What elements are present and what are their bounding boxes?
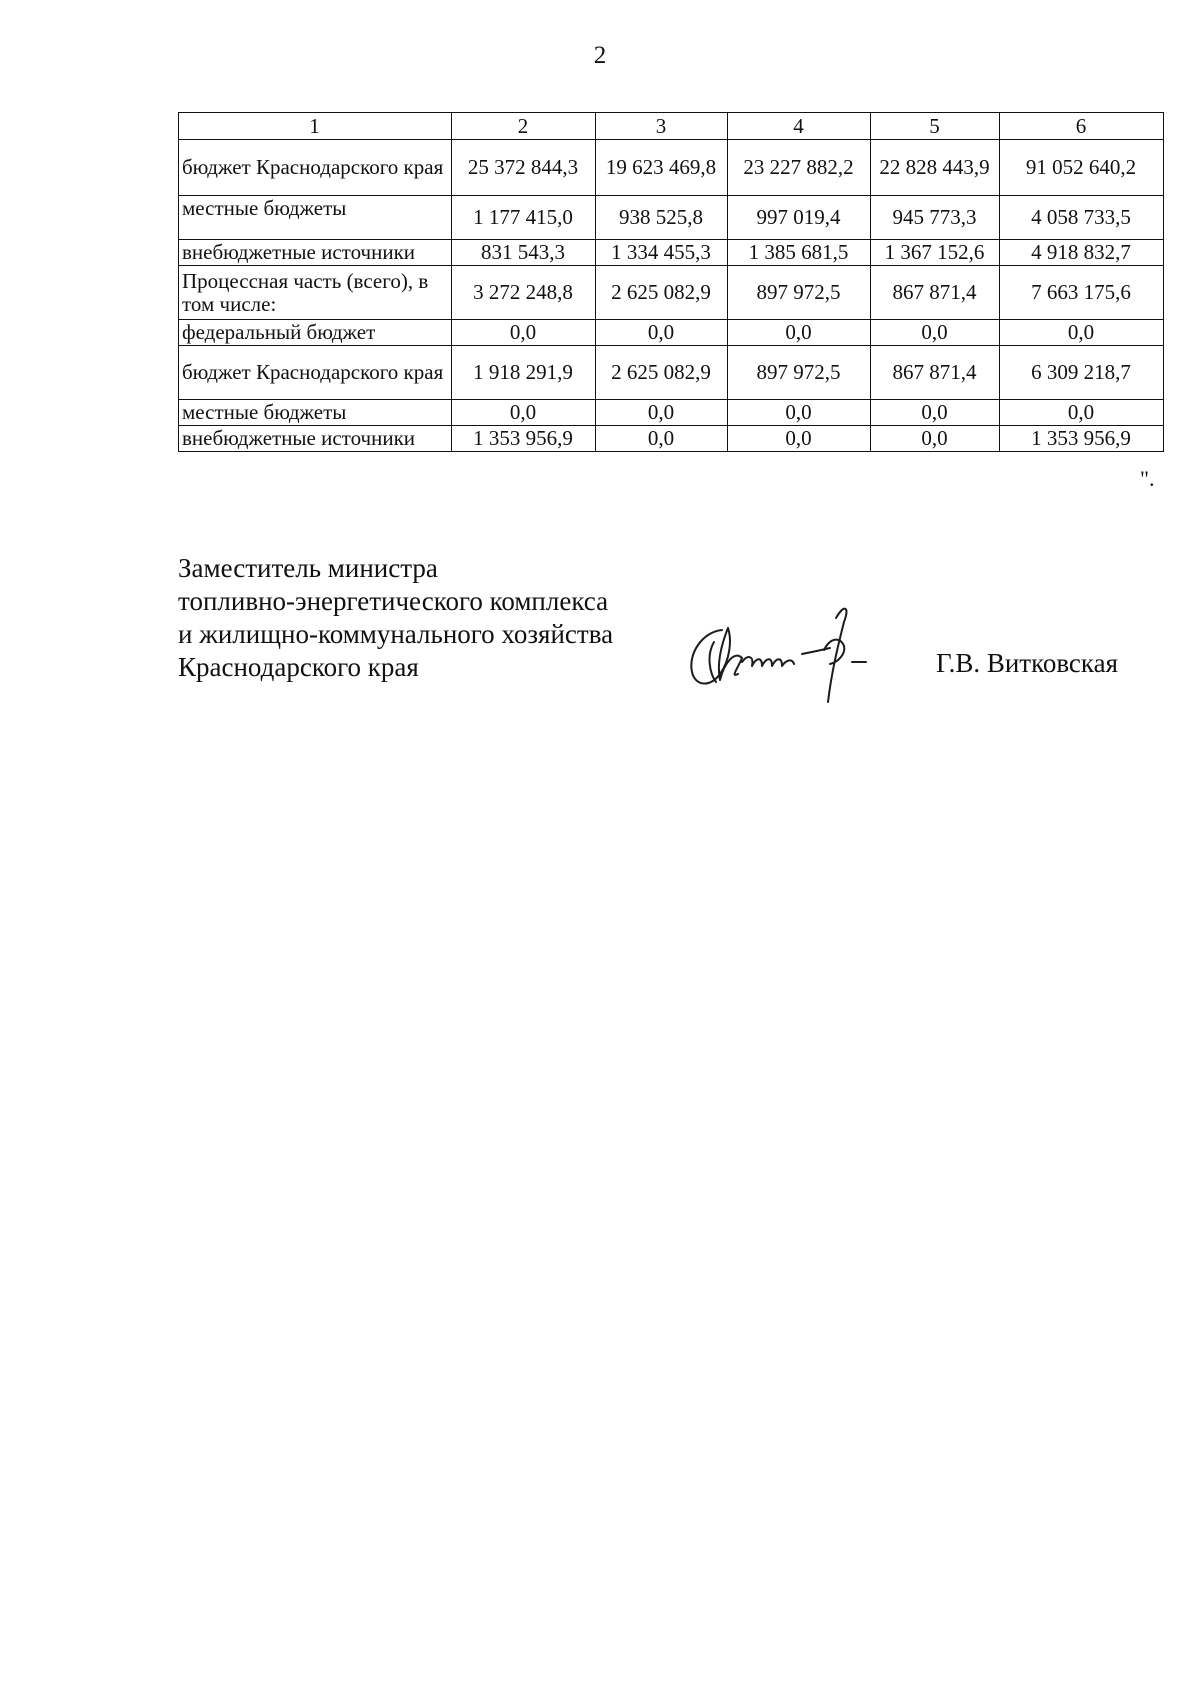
table-cell: 22 828 443,9 [871,140,1000,196]
table-cell: 19 623 469,8 [596,140,728,196]
table-cell: 4 058 733,5 [1000,196,1164,240]
signatory-name: Г.В. Витковская [936,648,1119,678]
column-header: 1 [179,113,452,140]
table-cell: 25 372 844,3 [452,140,596,196]
table-cell: 2 625 082,9 [596,266,728,320]
table-row [179,240,1164,266]
table-header-row [179,113,1164,140]
table-cell: 1 385 681,5 [728,240,871,266]
table-cell: 1 918 291,9 [452,346,596,400]
closing-quote: ". [1140,466,1155,491]
table-cell: 0,0 [596,400,728,426]
table-cell: 23 227 882,2 [728,140,871,196]
table-cell: 4 918 832,7 [1000,240,1164,266]
page-number: 2 [593,42,607,69]
signatory-title-line: и жилищно-коммунального хозяйства [178,619,614,649]
handwritten-signature [680,598,890,708]
table-cell: 0,0 [452,400,596,426]
table-cell: 0,0 [871,320,1000,346]
table-cell: 1 353 956,9 [452,426,596,452]
column-header: 2 [452,113,596,140]
table-cell: 1 334 455,3 [596,240,728,266]
table-cell: 0,0 [728,320,871,346]
row-label: Процессная часть (всего), в том числе: [179,266,452,320]
column-header: 4 [728,113,871,140]
signatory-title-line: Краснодарского края [178,652,419,682]
signatory-title-line: топливно-энергетического комплекса [178,586,609,616]
signatory-title-line: Заместитель министра [178,553,438,583]
table-cell: 1 353 956,9 [1000,426,1164,452]
table-cell: 945 773,3 [871,196,1000,240]
table-row [179,400,1164,426]
table-cell: 0,0 [1000,320,1164,346]
table-cell: 0,0 [596,426,728,452]
table-cell: 91 052 640,2 [1000,140,1164,196]
table-row [179,266,1164,320]
row-label: внебюджетные источники [179,240,452,266]
table-row [179,346,1164,400]
table-cell: 1 367 152,6 [871,240,1000,266]
column-header: 6 [1000,113,1164,140]
row-label: федеральный бюджет [179,320,452,346]
row-label: бюджет Краснодарского края [179,346,452,400]
signatory-title [178,552,613,684]
table-cell: 997 019,4 [728,196,871,240]
table-row [179,140,1164,196]
table-cell: 867 871,4 [871,346,1000,400]
table-cell: 6 309 218,7 [1000,346,1164,400]
row-label: бюджет Краснодарского края [179,140,452,196]
column-header: 5 [871,113,1000,140]
table-cell: 0,0 [871,426,1000,452]
table-cell: 897 972,5 [728,266,871,320]
table-cell: 0,0 [728,400,871,426]
table-cell: 0,0 [871,400,1000,426]
table-cell: 2 625 082,9 [596,346,728,400]
table-cell: 938 525,8 [596,196,728,240]
table-cell: 867 871,4 [871,266,1000,320]
table-cell: 0,0 [596,320,728,346]
row-label: внебюджетные источники [179,426,452,452]
table-cell: 7 663 175,6 [1000,266,1164,320]
table-row [179,320,1164,346]
table-cell: 0,0 [1000,400,1164,426]
table-cell: 0,0 [728,426,871,452]
table-cell: 3 272 248,8 [452,266,596,320]
row-label: местные бюджеты [179,196,452,240]
table-row [179,196,1164,240]
table-cell: 0,0 [452,320,596,346]
table-row [179,426,1164,452]
row-label: местные бюджеты [179,400,452,426]
table-cell: 831 543,3 [452,240,596,266]
table-cell: 897 972,5 [728,346,871,400]
budget-table [178,112,1164,452]
column-header: 3 [596,113,728,140]
table-cell: 1 177 415,0 [452,196,596,240]
